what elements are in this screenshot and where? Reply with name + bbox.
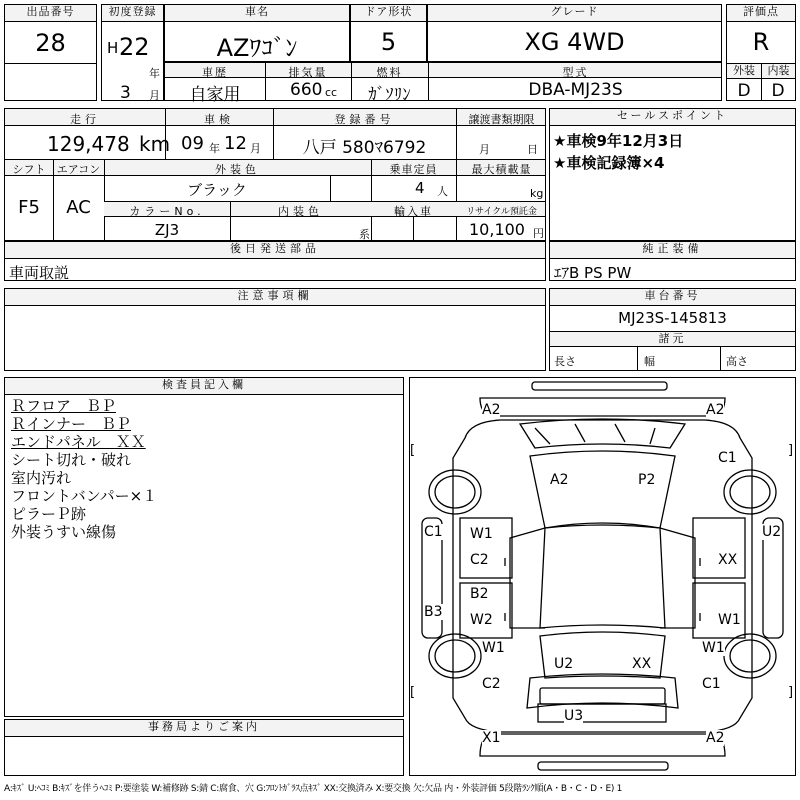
later-parts-box (4, 241, 546, 281)
spec-row (164, 62, 722, 105)
era: H (107, 39, 119, 57)
damage-mark-left-wheel-w1: W1 (482, 640, 505, 656)
damage-mark-front-left: A2 (482, 402, 501, 418)
shift: F5 (18, 197, 40, 218)
import-label: 輸入車 (394, 205, 433, 218)
damage-mark-left-pillar: C1 (424, 524, 443, 540)
damage-mark-left-door-c2: C2 (470, 552, 489, 568)
shift-label: シフト (12, 163, 46, 176)
office-box (4, 719, 404, 776)
plate-number: 八戸 580ﾏ6792 (302, 138, 427, 158)
inspection-label: 車検 (204, 113, 234, 126)
transfer-day: 日 (527, 143, 538, 156)
ac: AC (66, 197, 91, 218)
interior-color-unit: 系 (359, 228, 370, 241)
recycle-fee: 10,100 (469, 220, 525, 239)
chassis-box (549, 288, 796, 371)
ext-grade: D (737, 81, 751, 101)
damage-mark-rear-u3: U3 (564, 708, 584, 724)
sales-point-1: ★車検9年12月3日 (553, 132, 684, 150)
year: 22 (119, 33, 150, 61)
model: DBA-MJ23S (528, 80, 623, 100)
displacement-label: 排気量 (288, 66, 328, 79)
sales-point-2: ★車検記録簿×4 (553, 154, 665, 172)
capacity-unit: 人 (437, 185, 448, 198)
int-label: 内装 (761, 64, 795, 79)
model-label: 型式 (562, 66, 589, 79)
color-number: ZJ3 (154, 221, 180, 239)
insp-month-unit: 月 (250, 142, 261, 155)
month: 3 (120, 83, 131, 103)
interior-color-label: 内装色 (278, 205, 323, 218)
damage-mark-right-door-xx: XX (718, 552, 738, 568)
capacity-label: 乗車定員 (389, 163, 438, 176)
mileage-label: 走行 (70, 113, 100, 126)
plate-label: 登録番号 (334, 113, 395, 126)
inspector-line: Ｒインナー ＢＰ (11, 415, 132, 433)
grade-box (427, 4, 722, 62)
legend: A:ｷｽﾞ U:ﾍｺﾐ B:ｷｽﾞを伴うﾍｺﾐ P:要塗装 W:補修跡 S:錆 C:腐食、穴 G:ﾌﾛﾝﾄｶﾞﾗｽ点ｷｽﾞ XX:交換済み X:要交換 欠:欠品 内・外装評価 5段階ﾗﾝｸ順(A・B・C・D・E) 1 (4, 784, 623, 794)
lot-number-label: 出品番号 (5, 5, 96, 22)
color-label: 外装色 (215, 163, 260, 176)
inspector-line: 外装うすい線傷 (11, 523, 117, 541)
displacement-unit: cc (325, 86, 338, 99)
svg-text:]: ] (788, 443, 794, 458)
car-diagram-svg (410, 378, 795, 775)
length-label: 長さ (554, 355, 576, 368)
month-unit: 月 (149, 89, 160, 102)
equipment-label: 純正装備 (550, 242, 795, 259)
recycle-unit: 円 (533, 227, 544, 240)
dims-label: 諸元 (550, 332, 795, 347)
damage-mark-right-rear-c1: C1 (702, 676, 721, 692)
svg-text:[: [ (410, 443, 416, 458)
damage-mark-left-rear-c2: C2 (482, 676, 501, 692)
score-label: 評価点 (727, 5, 795, 22)
damage-mark-front-fender-right: C1 (718, 450, 737, 466)
damage-mark-rear-left: X1 (482, 730, 501, 746)
insp-year: 09 (181, 133, 204, 154)
damage-mark-right-panel: U2 (762, 524, 782, 540)
mileage-unit: km (139, 132, 171, 156)
insp-month: 12 (224, 133, 247, 154)
door-box (350, 4, 427, 62)
door-type: 5 (380, 28, 397, 56)
damage-mark-left-quarter: B3 (424, 604, 443, 620)
transfer-month: 月 (479, 143, 490, 156)
chassis-number: MJ23S-145813 (618, 309, 727, 327)
sales-label: セールスポイント (550, 109, 795, 126)
grade-label: グレード (428, 5, 721, 22)
sales-points-box (549, 108, 796, 241)
damage-mark-left-rear-b2: B2 (470, 586, 489, 602)
inspector-notes (11, 397, 157, 541)
ac-label: エアコン (56, 163, 101, 176)
history-label: 車歴 (202, 66, 228, 79)
equipment-box (549, 241, 796, 281)
year-unit: 年 (149, 67, 160, 80)
vehicle-info-grid (4, 108, 546, 241)
inspector-box (4, 377, 404, 717)
inspector-line: シート切れ・破れ (11, 451, 132, 469)
inspector-line: ピラーＰ跡 (11, 505, 87, 523)
later-parts: 車両取説 (9, 264, 70, 282)
damage-mark-right-rear-w1: W1 (718, 612, 741, 628)
damage-mark-left-door-w1: W1 (470, 526, 493, 542)
damage-mark-rear-right: A2 (706, 730, 725, 746)
fuel: ｶﾞｿﾘﾝ (368, 85, 411, 105)
score-box (726, 4, 796, 101)
damage-mark-roof-u2: U2 (554, 656, 574, 672)
door-label: ドア形状 (351, 5, 426, 22)
capacity: 4 (415, 179, 425, 197)
first-registration-box (101, 4, 164, 101)
car-name-box (164, 4, 350, 62)
inspector-label: 検査員記入欄 (5, 378, 403, 395)
width-label: 幅 (644, 355, 655, 368)
damage-mark-hood-right: P2 (638, 472, 656, 488)
damage-mark-right-wheel-w1: W1 (702, 640, 725, 656)
payload-unit: kg (530, 187, 544, 200)
insp-year-unit: 年 (209, 142, 220, 155)
damage-mark-front-right: A2 (706, 402, 725, 418)
recycle-label: リサイクル預託金 (466, 207, 537, 217)
equipment: ｴｱB PS PW (554, 264, 632, 282)
int-grade: D (771, 81, 785, 101)
damage-mark-left-rear-w2: W2 (470, 612, 493, 628)
ext-label: 外装 (727, 64, 761, 79)
lot-number-box (4, 4, 97, 101)
car-name-label: 車名 (165, 5, 349, 22)
svg-text:[: [ (410, 685, 416, 700)
car-name: AZﾜｺﾞﾝ (216, 34, 298, 62)
payload-label: 最大積載量 (471, 163, 532, 176)
grade: XG 4WD (524, 28, 625, 56)
svg-text:]: ] (788, 685, 794, 700)
mileage: 129,478 (47, 132, 130, 156)
history: 自家用 (189, 85, 241, 105)
inspector-line: 室内汚れ (11, 469, 72, 487)
displacement: 660 (290, 80, 323, 100)
car-diagram (409, 377, 796, 776)
transfer-label: 譲渡書類期限 (468, 113, 535, 126)
notes-box (4, 288, 546, 371)
height-label: 高さ (726, 355, 748, 368)
office-label: 事務局よりご案内 (5, 720, 403, 737)
inspector-line: エンドパネル ＸＸ (11, 433, 146, 451)
damage-mark-hood-left: A2 (550, 472, 569, 488)
fuel-label: 燃料 (376, 66, 403, 79)
chassis-label: 車台番号 (550, 289, 795, 306)
notes-label: 注意事項欄 (5, 289, 545, 306)
lot-number: 28 (35, 29, 66, 57)
exterior-color: ブラック (187, 181, 247, 199)
inspector-line: Ｒフロア ＢＰ (11, 397, 117, 415)
score: R (752, 28, 770, 56)
inspector-line: フロントバンパー×１ (11, 487, 158, 505)
color-no-label: カラーNo. (129, 205, 205, 218)
damage-mark-roof-xx: XX (632, 656, 652, 672)
first-reg-label: 初度登録 (102, 5, 163, 22)
later-parts-label: 後日発送部品 (5, 242, 545, 259)
